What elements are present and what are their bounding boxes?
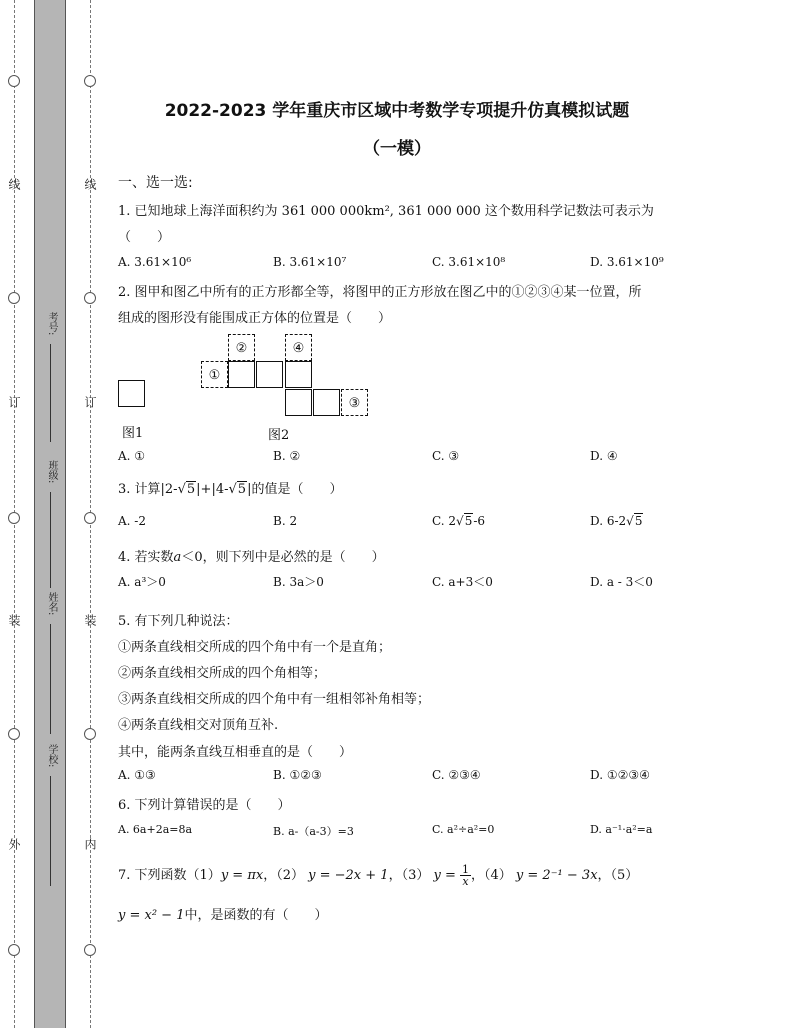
q3-radicand: 5 xyxy=(464,514,473,528)
q4-option-b[interactable]: B. 3a＞0 xyxy=(273,575,324,589)
inner-label: 线 xyxy=(83,178,97,190)
q3-stem-prefix: 3. 计算|2- xyxy=(118,482,178,497)
binding-hole xyxy=(84,944,96,956)
exam-number-label: 考号: xyxy=(46,312,57,336)
q1-option-a[interactable]: A. 3.61×10⁶ xyxy=(118,255,192,269)
q3-radicand: 5 xyxy=(237,482,247,497)
q7-sep: ，（5） xyxy=(597,868,639,883)
outer-label: 外 xyxy=(7,838,21,850)
q1-option-b[interactable]: B. 3.61×10⁷ xyxy=(273,255,347,269)
q7-function-3-lhs: y = xyxy=(433,868,456,883)
class-line[interactable] xyxy=(50,492,51,588)
q7-sep: ，（3） xyxy=(388,868,430,883)
figure-1-square xyxy=(118,380,145,407)
question-1-stem: 1. 已知地球上海洋面积约为 361 000 000km², 361 000 000 这个数用科学记数法可表示为 xyxy=(118,204,654,219)
inner-label: 订 xyxy=(83,396,97,408)
question-2-line1: 2. 图甲和图乙中所有的正方形都全等，将图甲的正方形放在图乙中的①②③④某一位置，所 xyxy=(118,285,642,300)
q6-option-b[interactable]: B. a-（a-3）=3 xyxy=(273,825,354,838)
q3-option-b[interactable]: B. 2 xyxy=(273,514,298,528)
q4-variable: a xyxy=(173,550,182,565)
question-5-line: 其中，能两条直线互相垂直的是（ ） xyxy=(118,745,353,760)
question-5-line: ③两条直线相交所成的四个角中有一组相邻补角相等； xyxy=(118,692,431,707)
q2-option-d[interactable]: D. ④ xyxy=(590,449,618,463)
net-square xyxy=(285,389,312,416)
q2-option-a[interactable]: A. ① xyxy=(118,449,146,463)
binding-hole xyxy=(8,292,20,304)
name-label: 姓名: xyxy=(46,592,57,616)
q3-stem-suffix: |的值是（ ） xyxy=(247,482,343,497)
q3-option-d[interactable]: D. 6-2√5 xyxy=(590,514,643,528)
q3-option-c-suffix: -6 xyxy=(473,514,486,528)
binding-hole xyxy=(84,292,96,304)
binding-hole xyxy=(84,728,96,740)
binding-hole xyxy=(84,75,96,87)
binding-hole xyxy=(84,512,96,524)
q3-option-d-prefix: D. 6-2 xyxy=(590,514,627,528)
question-5-line: ②两条直线相交所成的四个角相等； xyxy=(118,666,327,681)
binding-hole xyxy=(8,512,20,524)
q6-option-a[interactable]: A. 6a+2a=8a xyxy=(118,823,193,836)
net-square xyxy=(285,361,312,388)
section-heading: 一、选一选: xyxy=(118,175,193,191)
q3-option-c[interactable]: C. 2√5-6 xyxy=(432,514,486,528)
binding-hole xyxy=(8,75,20,87)
figure-1-label: 图1 xyxy=(122,426,144,441)
position-2-marker: ② xyxy=(228,334,255,361)
question-6-stem: 6. 下列计算错误的是（ ） xyxy=(118,798,291,813)
outer-label: 线 xyxy=(7,178,21,190)
question-1-paren: （ ） xyxy=(118,230,171,245)
q2-option-b[interactable]: B. ② xyxy=(273,449,301,463)
inner-label: 装 xyxy=(83,614,97,626)
position-1-marker: ① xyxy=(201,361,228,388)
q7-line2-suffix: 中，是函数的有（ ） xyxy=(184,908,328,923)
q7-function-1: y = πx xyxy=(220,868,264,883)
binding-hole xyxy=(8,944,20,956)
net-square xyxy=(256,361,283,388)
q4-stem-prefix: 4. 若实数 xyxy=(118,550,174,565)
exam-title: 2022-2023 学年重庆市区域中考数学专项提升仿真模拟试题 xyxy=(164,101,630,121)
q7-sep: ，（4） xyxy=(471,868,512,883)
q5-option-a[interactable]: A. ①③ xyxy=(118,768,156,782)
q3-radicand: 5 xyxy=(634,514,643,528)
net-square xyxy=(313,389,340,416)
question-2-line2: 组成的图形没有能围成正方体的位置是（ ） xyxy=(118,311,392,326)
exam-subtitle: （一模） xyxy=(363,139,431,159)
q3-option-c-prefix: C. 2 xyxy=(432,514,457,528)
q3-option-a[interactable]: A. -2 xyxy=(118,514,146,528)
school-line[interactable] xyxy=(50,776,51,886)
exam-number-line[interactable] xyxy=(50,344,51,442)
q4-option-a[interactable]: A. a³＞0 xyxy=(118,575,166,589)
question-7-line2 xyxy=(118,904,328,923)
q5-option-b[interactable]: B. ①②③ xyxy=(273,768,322,782)
q6-option-d[interactable]: D. a⁻¹·a²=a xyxy=(590,823,653,836)
question-4-stem xyxy=(118,546,385,565)
question-3-stem: 3. 计算|2-√5|+|4-√5|的值是（ ） xyxy=(118,482,343,497)
q3-stem-mid: |+|4- xyxy=(196,482,229,497)
q7-fraction-numerator: 1 xyxy=(462,863,469,876)
q1-option-c[interactable]: C. 3.61×10⁸ xyxy=(432,255,506,269)
school-label: 学校: xyxy=(46,744,57,768)
q2-option-c[interactable]: C. ③ xyxy=(432,449,460,463)
name-line[interactable] xyxy=(50,624,51,734)
class-label: 班级: xyxy=(46,460,57,484)
q7-function-3-fraction xyxy=(460,864,471,887)
inner-label: 内 xyxy=(83,838,97,850)
q6-option-c[interactable]: C. a²÷a²=0 xyxy=(432,823,495,836)
outer-label: 订 xyxy=(7,396,21,408)
q7-function-4: y = 2⁻¹ − 3x xyxy=(515,868,598,883)
q5-option-d[interactable]: D. ①②③④ xyxy=(590,768,650,782)
question-5-line: ①两条直线相交所成的四个角中有一个是直角； xyxy=(118,640,392,655)
q1-option-d[interactable]: D. 3.61×10⁹ xyxy=(590,255,664,269)
q7-function-5: y = x² − 1 xyxy=(118,908,185,923)
q7-function-2: y = −2x + 1 xyxy=(308,868,389,883)
position-3-marker: ③ xyxy=(341,389,368,416)
net-square xyxy=(228,361,255,388)
q4-option-d[interactable]: D. a - 3＜0 xyxy=(590,575,653,589)
q4-option-c[interactable]: C. a+3＜0 xyxy=(432,575,493,589)
position-4-marker: ④ xyxy=(285,334,312,361)
binding-hole xyxy=(8,728,20,740)
q7-fraction-denominator: x xyxy=(462,875,469,888)
outer-label: 装 xyxy=(7,614,21,626)
q7-prefix: 7. 下列函数（1） xyxy=(118,868,221,883)
question-5-line: ④两条直线相交对顶角互补. xyxy=(118,718,279,733)
question-7-line1 xyxy=(118,864,638,887)
q7-sep: ，（2） xyxy=(263,868,304,883)
q5-option-c[interactable]: C. ②③④ xyxy=(432,768,481,782)
figure-2-label: 图2 xyxy=(268,428,290,443)
q4-stem-suffix: ＜0，则下列中是必然的是（ ） xyxy=(181,550,385,565)
question-5-line: 5. 有下列几种说法： xyxy=(118,614,239,629)
q3-radicand: 5 xyxy=(186,482,196,497)
